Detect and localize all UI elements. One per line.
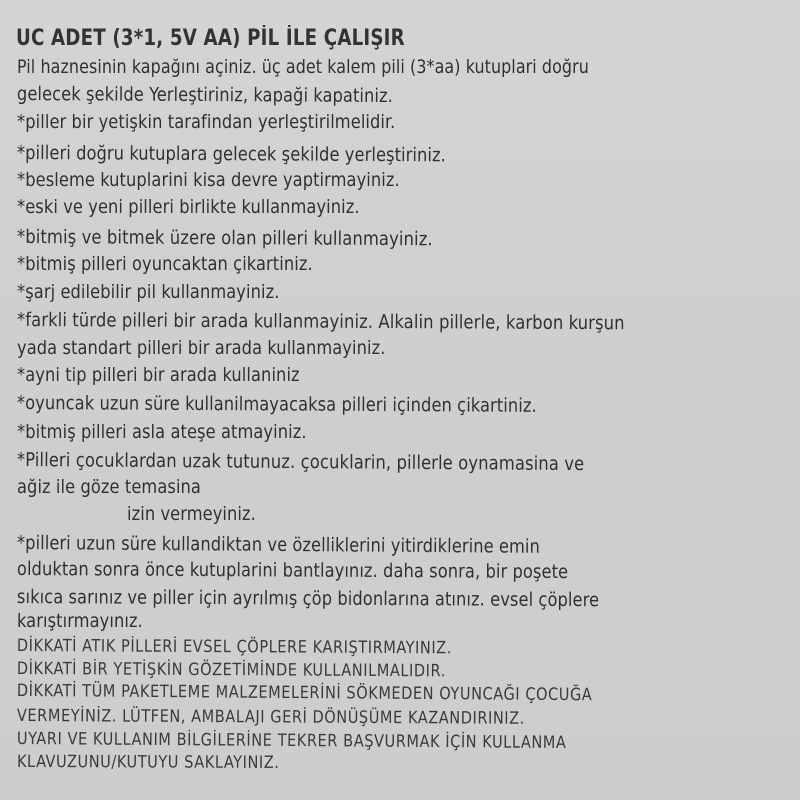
text-line: olduktan sonra önce kutuplarini bantlayınız. daha sonra, bir poşete <box>16 558 569 584</box>
text-line: *ayni tip pilleri bir arada kullaniniz <box>17 364 300 386</box>
text-line: *bitmiş pilleri oyuncaktan çikartiniz. <box>17 253 313 275</box>
text-line: *Pilleri çocuklardan uzak tutunuz. çocuklarin, pillerle oynamasina ve <box>16 449 585 476</box>
warning-line: UYARI VE KULLANIM BİLGİLERİNE TEKRER BAŞVURMAK İÇİN KULLANMA <box>16 729 567 754</box>
text-line: *eski ve yeni pilleri birlikte kullanmayiniz. <box>17 196 360 218</box>
text-line: gelecek şekilde Yerleştiriniz, kapaği kapatiniz. <box>16 83 394 108</box>
warning-line: VERMEYİNİZ. LÜTFEN, AMBALAJI GERİ DÖNÜŞÜME KAZANDIRINIZ. <box>16 706 525 729</box>
text-line: *pilleri uzun süre kullandiktan ve özelliklerini yitirdiklerine emin <box>16 532 541 558</box>
text-line: *piller bir yetişkin tarafindan yerleştirilmelidir. <box>17 111 396 133</box>
text-line: *oyuncak uzun süre kullanilmayacaksa pilleri içinden çikartiniz. <box>16 392 537 417</box>
text-line: *bitmiş pilleri asla ateşe atmayiniz. <box>17 421 307 443</box>
battery-heading: UC ADET (3*1, 5V AA) PİL İLE ÇALIŞIR <box>16 26 405 51</box>
warning-line: KLAVUZUNU/KUTUYU SAKLAYINIZ. <box>16 752 280 773</box>
text-line: yada standart pilleri bir arada kullanmayiniz. <box>17 337 386 359</box>
text-line: *şarj edilebilir pil kullanmayiniz. <box>17 281 280 303</box>
text-line: *pilleri doğru kutuplara gelecek şekilde yerleştiriniz. <box>16 142 446 167</box>
text-line: Pil haznesinin kapağını açiniz. üç adet kalem pili (3*aa) kutuplari doğru <box>17 56 589 78</box>
warning-line: DİKKATİ ATIK PİLLERİ EVSEL ÇÖPLERE KARIŞTIRMAYINIZ. <box>16 636 452 659</box>
text-line: sıkıca sarınız ve piller için ayrılmış çöp bidonlarına atınız. evsel çöplere <box>16 586 600 612</box>
warning-line: DİKKATİ BİR YETİŞKİN GÖZETİMİNDE KULLANILMALIDIR. <box>16 659 446 682</box>
text-line: ağiz ile göze temasina <box>17 476 201 498</box>
text-line: izin vermeyiniz. <box>127 503 256 525</box>
text-line: *farkli türde pilleri bir arada kullanmayiniz. Alkalin pillerle, karbon kurşun <box>16 309 625 335</box>
text-line: *besleme kutuplarini kisa devre yaptirmayiniz. <box>17 169 400 191</box>
warning-line: DİKKATİ TÜM PAKETLEME MALZEMELERİNİ SÖKMEDEN OYUNCAĞI ÇOCUĞA <box>16 681 593 706</box>
text-line: karıştırmayınız. <box>17 610 143 632</box>
text-line: *bitmiş ve bitmek üzere olan pilleri kullanmayiniz. <box>16 226 433 251</box>
